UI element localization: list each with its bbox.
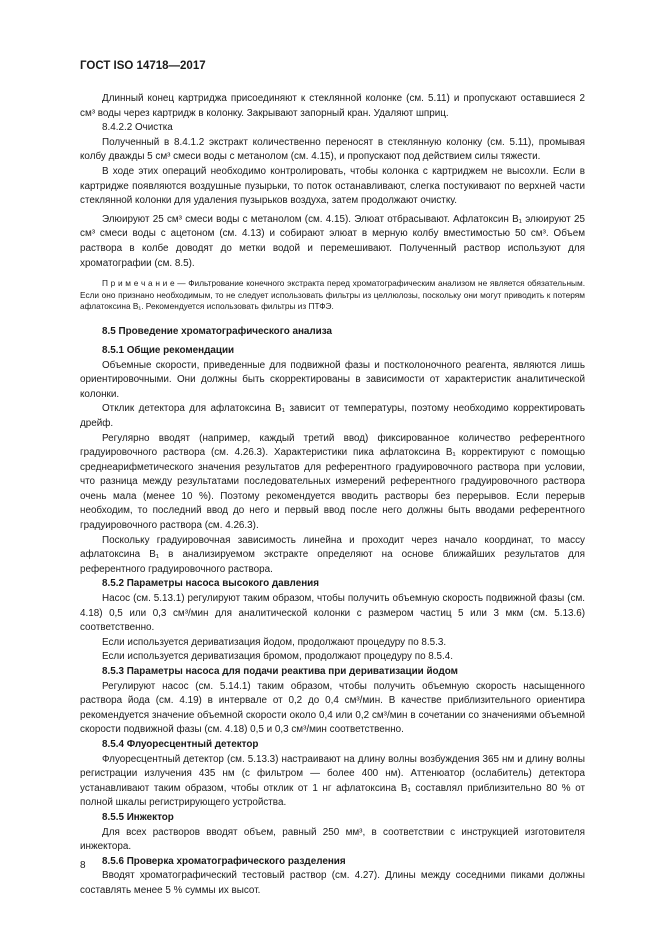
paragraph-elution: Элюируют 25 см³ смеси воды с метанолом (см. 4.15). Элюат отбрасывают. Афлатоксин B₁ элюируют 25 см³ смеси воды с ацетоном (см. 4.13) и собирают элюат в мерную колбу вместимостью 50 см³. Объем раствора в колбе доводят до метки водой и перемешивают. Полученный раствор используют для хроматографии (см. 8.5).: [80, 213, 585, 269]
paragraph-iodine-route: Если используется дериватизация йодом, продолжают процедуру по 8.5.3.: [102, 636, 447, 648]
paragraph-bromine-route: Если используется дериватизация бромом, продолжают процедуру по 8.5.4.: [102, 651, 454, 663]
clause-8-5-5-heading: 8.5.5 Инжектор: [102, 811, 174, 823]
page-number: 8: [80, 860, 86, 871]
clause-8-4-2-2-title: 8.4.2.2 Очистка: [102, 122, 173, 134]
paragraph-fluorescence-detector: Флуоресцентный детектор (см. 5.13.3) настраивают на длину волны возбуждения 365 нм и длину волны регистрации излучения 435 нм (с фильтром — более 400 нм). Аттенюатор (ослабитель) детектора устанавливают таким образом, чтобы отклик от 1 нг афлатоксина B₁ составлял приблизительно 80 % от полной шкалы регистрирующего устройства.: [80, 753, 585, 809]
paragraph-control: В ходе этих операций необходимо контролировать, чтобы колонка с картриджем не высохли. Если в картридже появляются воздушные пузырьки, то поток останавливают, слегка постукивают по верхней части стеклянной колонки для удаления пузырьков воздуха, затем продолжают очистку.: [80, 165, 585, 207]
paragraph-injector: Для всех растворов вводят объем, равный 250 мм³, в соответствии с инструкцией изготовителя инжектора.: [80, 826, 585, 853]
paragraph-extract-transfer: Полученный в 8.4.1.2 экстракт количественно переносят в стеклянную колонку (см. 5.11), промывая колбу дважды 5 см³ смеси воды с метанолом (см. 4.15), и пропускают под действием силы тяжести.: [80, 136, 585, 163]
paragraph-reagent-pump: Регулируют насос (см. 5.14.1) таким образом, чтобы получить объемную скорость насыщенного раствора йода (см. 4.19) в интервале от 0,2 до 0,4 см³/мин. В качестве приблизительного ориентира рекомендуется значение объемной скорости около 0,4 или 0,2 см³/мин в сочетании со значениями объемной скорости подвижной фазы (см. 4.18) 0,5 и 0,3 см³/мин соответственно.: [80, 680, 585, 736]
paragraph-calibration-linear: Поскольку градуировочная зависимость линейна и проходит через начало координат, то массу афлатоксина B₁ в анализируемом экстракте определяют на основе ближайших результатов для референтного градуировочного раствора.: [80, 534, 585, 575]
clause-8-5-2-heading: 8.5.2 Параметры насоса высокого давления: [102, 578, 319, 590]
document-body: [80, 92, 585, 899]
paragraph-detector-drift: Отклик детектора для афлатоксина B₁ зависит от температуры, поэтому необходимо корректировать дрейф.: [80, 403, 585, 429]
note-filtration: П р и м е ч а н и е — Фильтрование конечного экстракта перед хроматографическим анализом не является обязательным. Если оно признано необходимым, то не следует использовать фильтры из целлюлозы, поскольку они могут приводить к потерям афлатоксина B₁. Рекомендуется использовать фильтры из ПТФЭ.: [80, 278, 585, 311]
paragraph-flow-rates: Объемные скорости, приведенные для подвижной фазы и постколоночного реагента, являются лишь ориентировочными. Они должны быть скорректированы в зависимости от характеристик аналитической колонки.: [80, 359, 585, 400]
paragraph-cartridge-connect: Длинный конец картриджа присоединяют к стеклянной колонке (см. 5.11) и пропускают оставшиеся 2 см³ воды через картридж в колонку. Закрывают запорный кран. Удаляют шприц.: [80, 93, 585, 119]
clause-8-5-6-heading: 8.5.6 Проверка хроматографического разделения: [102, 855, 346, 867]
clause-8-5-3-heading: 8.5.3 Параметры насоса для подачи реактива при дериватизации йодом: [102, 666, 458, 677]
clause-8-5-4-heading: 8.5.4 Флуоресцентный детектор: [102, 738, 259, 750]
paragraph-reference-solution: Регулярно вводят (например, каждый третий ввод) фиксированное количество референтного градуировочного раствора (см. 4.26.3). Характеристики пика афлатоксина B₁ корректируют с помощью среднеарифметического значения результатов для референтного градуировочного раствора при условии, что разница между результатами последовательных измерений референтного градуировочного раствора очень мала (менее 10 %). Поэтому рекомендуется вводить растворы без перерывов. Если перерыв необходим, то последний ввод до него и первый ввод после него должны быть вводами референтного градуировочного раствора (см. 4.26.3).: [80, 432, 585, 532]
clause-8-5-1-heading: 8.5.1 Общие рекомендации: [102, 344, 235, 356]
section-8-5-heading: 8.5 Проведение хроматографического анализа: [102, 326, 333, 338]
paragraph-pump-setting: Насос (см. 5.13.1) регулируют таким образом, чтобы получить объемную скорость подвижной фазы (см. 4.18) 0,5 или 0,3 см³/мин для аналитической колонки с размером частиц 5 или 3 мкм (см. 5.13.6) соответственно.: [80, 593, 585, 634]
paragraph-separation-check: Вводят хроматографический тестовый раствор (см. 4.27). Длины между соседними пиками должны составлять менее 5 % суммы их высот.: [80, 870, 585, 896]
standard-header: ГОСТ ISO 14718—2017: [80, 60, 206, 72]
